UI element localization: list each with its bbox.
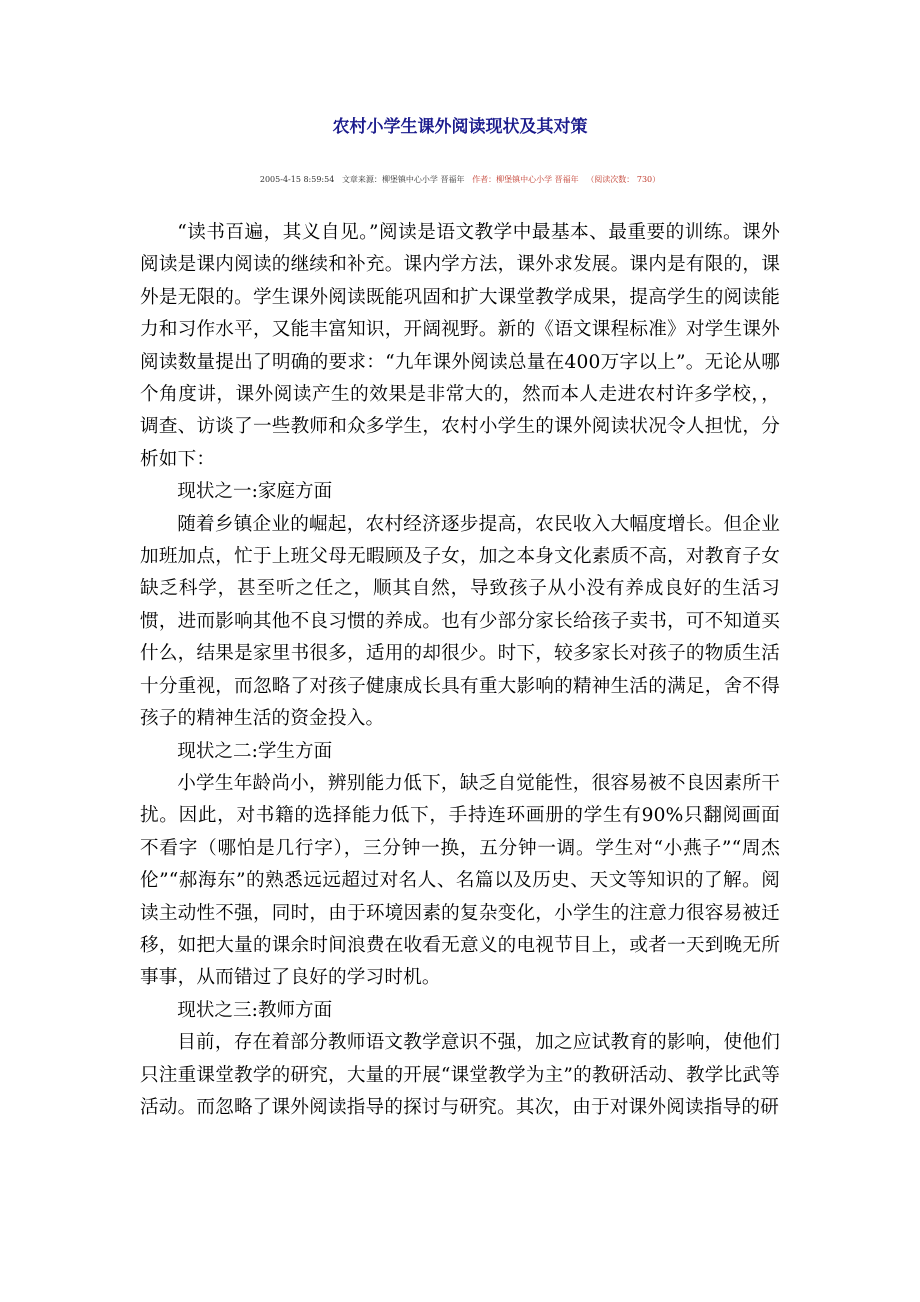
article-source-label: 文章来源： (341, 175, 382, 184)
body-paragraph: 目前，存在着部分教师语文教学意识不强，加之应试教育的影响，使他们只注重课堂教学的研究，大量的开展“课堂教学为主”的教研活动、教学比武等活动。而忽略了课外阅读指导的探讨与研究。其次，由于对课外阅读指导的研 (140, 1032, 780, 1118)
article-author-label: 作者： (472, 175, 497, 184)
article-author: 柳堡镇中心小学 晋福年 (496, 175, 579, 184)
article-meta (0, 174, 920, 186)
article-body (140, 217, 780, 1124)
article-datetime: 2005-4-15 8:59:54 (259, 175, 335, 184)
article-source: 柳堡镇中心小学 晋福年 (381, 175, 465, 184)
body-paragraph: 小学生年龄尚小，辨别能力低下，缺乏自觉能性，很容易被不良因素所干扰。因此，对书籍的选择能力低下，手持连环画册的学生有90%只翻阅画面不看字（哪怕是几行字），三分钟一换，五分钟一调。学生对“小燕子”“周杰伦”“郝海东”的熟悉远远超过对名人、名篇以及历史、天文等知识的了解。阅读主动性不强，同时，由于环境因素的复杂变化，小学生的注意力很容易被迁移，如把大量的课余时间浪费在收看无意义的电视节目上，或者一天到晚无所事事，从而错过了良好的学习时机。 (140, 772, 780, 989)
body-paragraph: 随着乡镇企业的崛起，农村经济逐步提高，农民收入大幅度增长。但企业加班加点，忙于上班父母无暇顾及子女，加之本身文化素质不高，对教育子女缺乏科学，甚至听之任之，顺其自然，导致孩子从小没有养成良好的生活习惯，进而影响其他不良习惯的养成。也有少部分家长给孩子卖书，可不知道买什么，结果是家里书很多，适用的却很少。时下，较多家长对孩子的物质生活十分重视，而忽略了对孩子健康成长具有重大影响的精神生活的满足，舍不得孩子的精神生活的资金投入。 (140, 513, 780, 730)
section-heading: 现状之二:学生方面 (177, 740, 333, 762)
article-read-count: （阅读次数： 730） (586, 175, 661, 184)
section-heading: 现状之三:教师方面 (177, 999, 333, 1021)
body-paragraph: “读书百遍，其义自见。”阅读是语文教学中最基本、最重要的训练。课外阅读是课内阅读的继续和补充。课内学方法，课外求发展。课内是有限的，课外是无限的。学生课外阅读既能巩固和扩大课堂教学成果，提高学生的阅读能力和习作水平，又能丰富知识，开阔视野。新的《语文课程标准》对学生课外阅读数量提出了明确的要求：“九年课外阅读总量在400万字以上”。无论从哪个角度讲，课外阅读产生的效果是非常大的，然而本人走进农村许多学校，，调查、访谈了一些教师和众多学生，农村小学生的课外阅读状况令人担忧，分析如下： (140, 222, 780, 470)
article-title: 农村小学生课外阅读现状及其对策 (332, 117, 588, 137)
section-heading: 现状之一:家庭方面 (177, 481, 333, 503)
